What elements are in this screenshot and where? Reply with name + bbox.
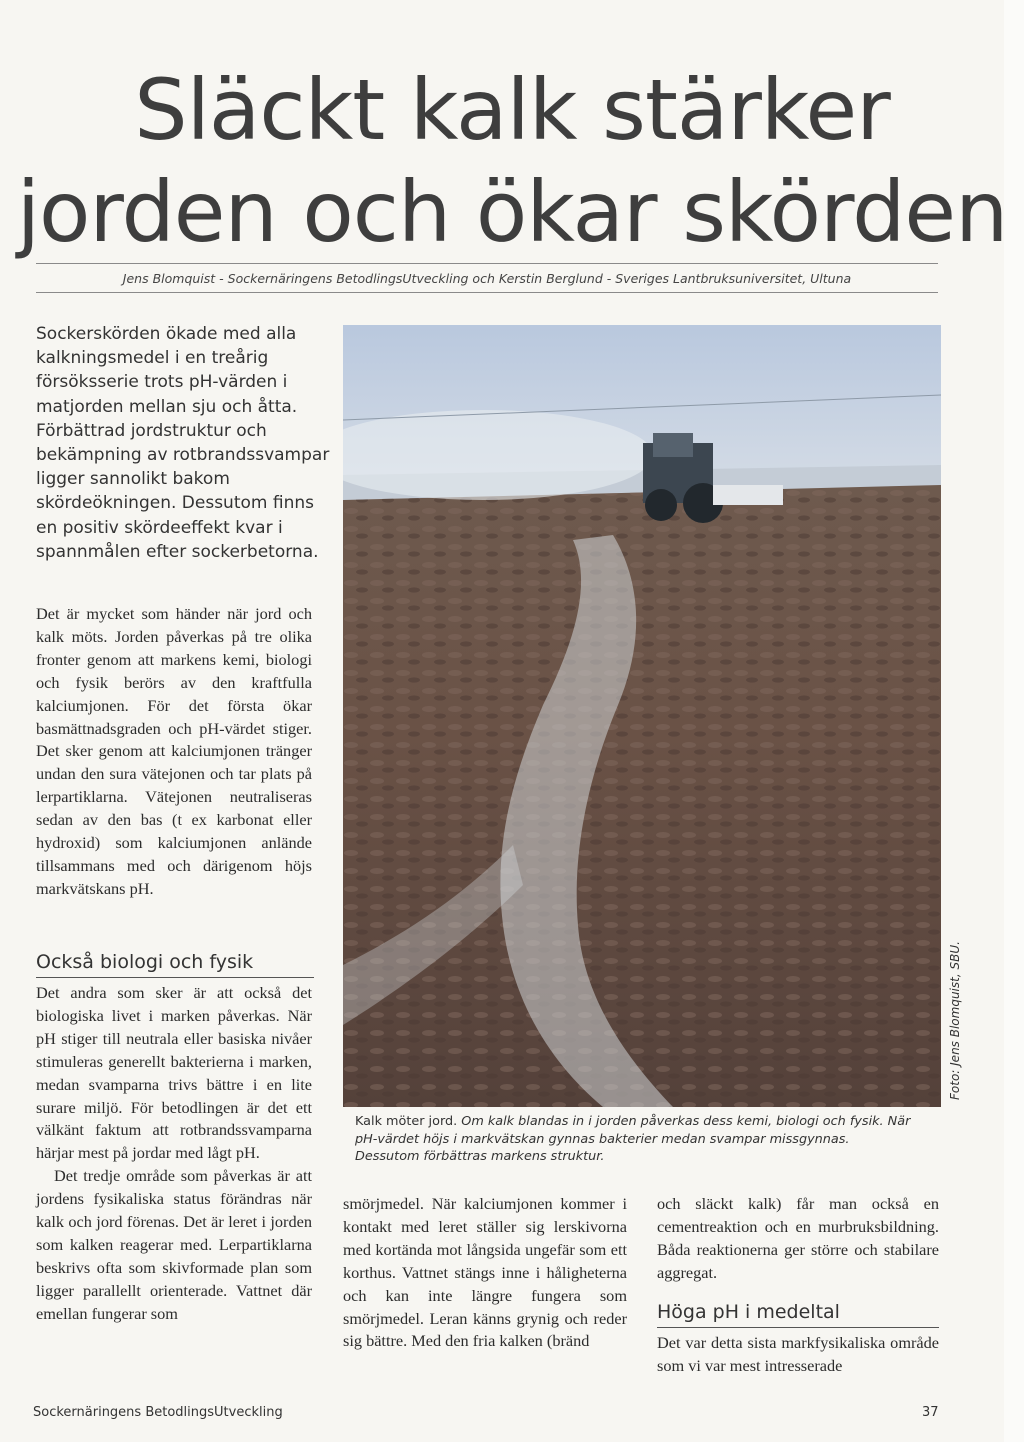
col3-paragraph-1: och släckt kalk) får man också en cementreaktion och en murbruksbildning. Båda reaktionerna ger större och stabilare aggregat. <box>657 1194 939 1282</box>
byline-rule-bottom <box>36 292 938 293</box>
col1-paragraph-3: Det tredje område som påverkas är att jordens fysikaliska status förändras när kalk och jord förenas. Det är leret i jorden som kalken reagerar med. Lerpartiklarna beskrivs ofta som skivformade plan som ligger parallellt orienterade. Vattnet där emellan fungerar som <box>36 1166 312 1323</box>
lead-paragraph: Sockerskörden ökade med alla kalkningsmedel i en treårig försöksserie trots pH-värden i matjorden mellan sju och åtta. Förbättrad jordstruktur och bekämpning av rotbrandssvampar ligger sannolikt bakom skördeökningen. Dessutom finns en positiv skördeeffekt kvar i spannmålen efter sockerbetorna. <box>36 324 330 562</box>
column-3-bottom <box>657 1332 939 1378</box>
field-photo-illustration <box>343 325 941 1107</box>
column-3-top <box>657 1193 939 1285</box>
column-1-top <box>36 603 312 901</box>
byline-rule-top <box>36 263 938 264</box>
col1-paragraph-1: Det är mycket som händer när jord och kalk möts. Jorden påverkas på tre olika fronter genom att markens kemi, biologi och fysik berörs av den kraftfulla kalciumjonen. För det första ökar basmättnadsgraden och pH-värdet stiger. Det sker genom att kalciumjonen tränger undan den sura vätejonen och tar plats på lerpartiklarna. Vätejonen neutraliseras sedan av den bas (t ex karbonat eller hydroxid) som kalciumjonen anlände tillsammans med och därigenom höjs markvätskans pH. <box>36 604 312 898</box>
caption-lead: Kalk möter jord. <box>355 1114 458 1129</box>
column-2 <box>343 1193 627 1353</box>
col3-paragraph-2: Det var detta sista markfysikaliska område som vi var mest intresserade <box>657 1333 939 1375</box>
photo-credit: Foto: Jens Blomquist, SBU. <box>948 941 962 1100</box>
subheading-rule-1 <box>36 977 314 978</box>
col1-paragraph-2: Det andra som sker är att också det biologiska livet i marken påverkas. När pH stiger till neutrala eller basiska nivåer stimuleras generellt bakterierna i marken, medan svamparna trivs bättre i en lite surare miljö. För betodlingen är det ett välkänt faktum att rotbrandssvamparna härjar mest på jordar med lågt pH. <box>36 983 312 1163</box>
byline: Jens Blomquist - Sockernäringens BetodlingsUtveckling och Kerstin Berglund - Sveriges Lantbruksuniversitet, Ultuna <box>122 271 852 286</box>
caption-text: Om kalk blandas in i jorden påverkas dess kemi, biologi och fysik. När pH-värdet höjs i markvätskan gynnas bakterier medan svampar missgynnas. Dessutom förbättras markens struktur. <box>355 1114 911 1164</box>
subheading-ph: Höga pH i medeltal <box>657 1301 840 1323</box>
subheading-rule-2 <box>657 1327 939 1328</box>
col2-paragraph-1: smörjmedel. När kalciumjonen kommer i kontakt med leret ställer sig lerskivorna med kortända mot långsida ungefär som ett korthus. Vattnet stängs inne i håligheterna och kan inte längre fungera som smörjmedel. Leran känns grynig och reder sig bättre. Med den fria kalken (bränd <box>343 1194 627 1351</box>
footer-publication: Sockernäringens BetodlingsUtveckling <box>33 1405 283 1420</box>
photo-caption <box>355 1113 915 1166</box>
article-title-line-2: jorden och ökar skörden <box>16 163 1008 261</box>
page-number: 37 <box>922 1405 939 1420</box>
field-photo <box>343 325 941 1107</box>
subheading-biology: Också biologi och fysik <box>36 951 254 973</box>
column-1-bottom <box>36 982 312 1326</box>
article-title-line-1: Släckt kalk stärker <box>134 61 890 159</box>
